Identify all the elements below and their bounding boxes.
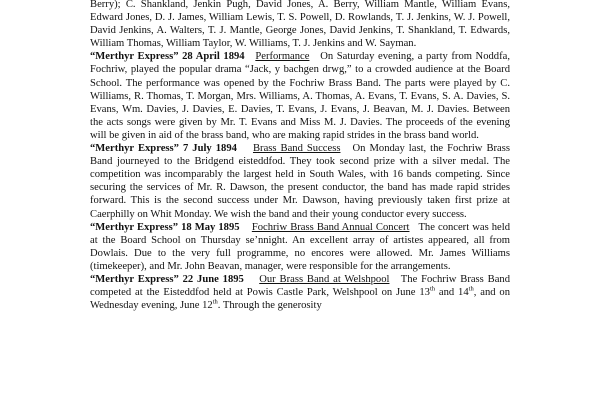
paragraph-welshpool [90,273,510,312]
ordinal-suffix: th [212,298,218,306]
ordinal-suffix: th [429,285,436,293]
newspaper-source: “Merthyr Express” 22 June 1895 [90,273,244,285]
paragraph-text: Berry); C. Shankland, Jenkin Pugh, David Jones, A. Berry, William Mantle, William Evans, Edward Jones, D. J. James, William Lewis, T. S. Powell, D. Rowlands, T. J. Jenkins, W. J. Powell, David Jenkins, A. Walters, T. J. Mantle, George Jones, David Jenkins, T. Shankland, T. Edwards, William Thomas, William Taylor, W. Williams, T. J. Jenkins and W. Sayman. [90,0,510,50]
article-heading: Fochriw Brass Band Annual Concert [251,221,410,233]
paragraph-name-list [90,0,510,50]
paragraph-text: The Fochriw Brass Band competed at the Eisteddfod held at Powis Castle Park, Welshpool on June 13 [90,273,510,299]
paragraph-performance [90,50,510,142]
newspaper-source: “Merthyr Express” 28 April 1894 [90,51,245,63]
paragraph-text: . Through the generosity [217,300,322,312]
document-body [90,0,510,312]
ordinal-suffix: th [468,285,474,293]
paragraph-text: , and on Wednesday evening, June 12 [90,287,511,312]
newspaper-source: “Merthyr Express” 18 May 1895 [90,221,240,233]
paragraph-text: On Saturday evening, a party from Noddfa, Fochriw, played the popular drama “Jack, y bachgen drwg,” to a crowded audience at the Board School. The performance was opened by the Fochriw Brass Band. The parts were played by C. Williams, R. Thomas, T. Morgan, Mrs. Williams, A. Thomas, A. Evans, T. Evans, S. A. Davies, S. Evans, Wm. Davies, J. Davies, E. Davies, T. Evans, J. Evans, J. Beavan, M. J. Davies. Between the acts songs were given by Mr. T. Evans and Miss M. J. Davies. The proceeds of the evening will be given in aid of the brass band, who are making rapid strides in the brass band world. [90,51,510,141]
paragraph-text: On Monday last, the Fochriw Brass Band journeyed to the Bridgend eisteddfod. They took second prize with a silver medal. The competition was incomparably the largest held in South Wales, with 16 bands competing. Since securing the services of Mr. R. Dawson, the present conductor, the band has made rapid strides forward. This is the second success under Mr. Dawson, having previously taken first prize at Caerphilly on Whit Monday. We wish the band and their young conductor every success. [90,143,510,220]
paragraph-brass-band-success [90,142,510,221]
article-heading: Brass Band Success [252,143,341,155]
paragraph-text: and 14 [435,287,469,299]
paragraph-text: The concert was held at the Board School on Thursday se’nnight. An excellent array of artistes appeared, all from Dowlais. Due to the very full programme, no encores were allowed. Mr. James Williams (timekeeper), and Mr. John Beavan, manager, were responsible for the arrangements. [90,221,510,272]
newspaper-source: “Merthyr Express” 7 July 1894 [90,143,237,155]
paragraph-annual-concert [90,221,510,273]
article-heading: Performance [255,51,310,63]
article-heading: Our Brass Band at Welshpool [259,273,390,285]
